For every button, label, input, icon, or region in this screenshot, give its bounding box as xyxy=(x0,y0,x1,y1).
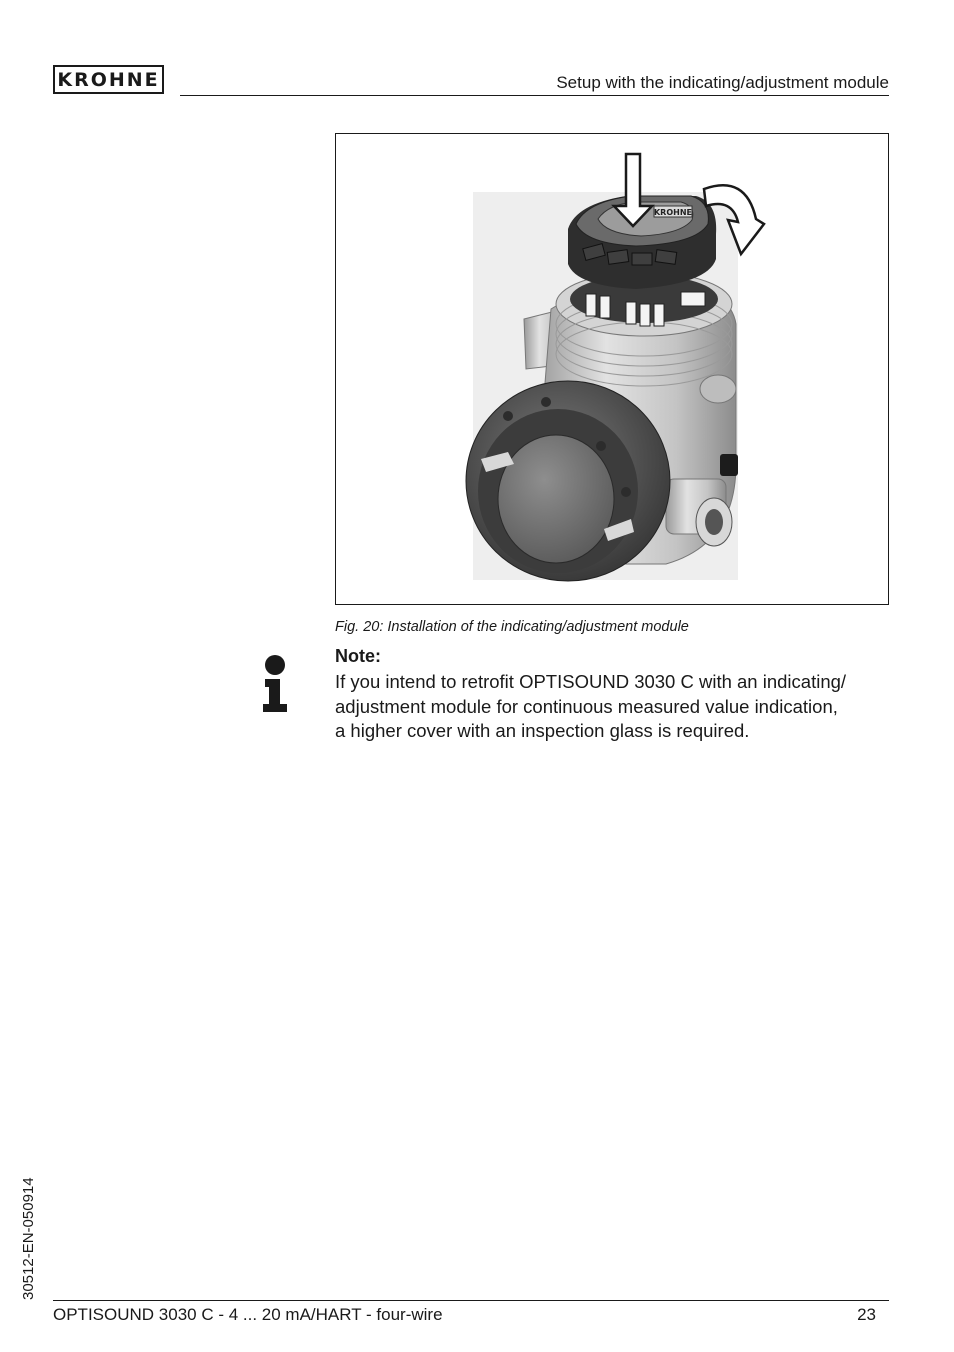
note-body xyxy=(335,670,895,744)
krohne-logo: KROHNE xyxy=(53,65,164,94)
note-line: If you intend to retrofit OPTISOUND 3030 C with an indicating/ xyxy=(335,671,847,692)
document-id: 30512-EN-050914 xyxy=(20,1177,37,1300)
info-icon xyxy=(262,654,288,712)
note-heading: Note: xyxy=(335,646,381,666)
header-divider xyxy=(180,95,889,96)
note-line: adjustment module for continuous measured value indication, xyxy=(335,695,838,717)
page-number: 23 xyxy=(857,1305,876,1324)
device-illustration xyxy=(336,134,888,604)
section-title: Setup with the indicating/adjustment module xyxy=(556,73,889,92)
note-line: a higher cover with an inspection glass is required. xyxy=(335,720,750,741)
figure-installation xyxy=(335,133,889,605)
figure-caption: Fig. 20: Installation of the indicating/adjustment module xyxy=(335,619,689,635)
module-logo: KROHNE xyxy=(653,208,693,217)
front-cover xyxy=(466,381,670,581)
footer-product: OPTISOUND 3030 C - 4 ... 20 mA/HART - four-wire xyxy=(53,1305,443,1324)
inspection-glass xyxy=(498,435,614,563)
footer-divider xyxy=(53,1300,889,1301)
